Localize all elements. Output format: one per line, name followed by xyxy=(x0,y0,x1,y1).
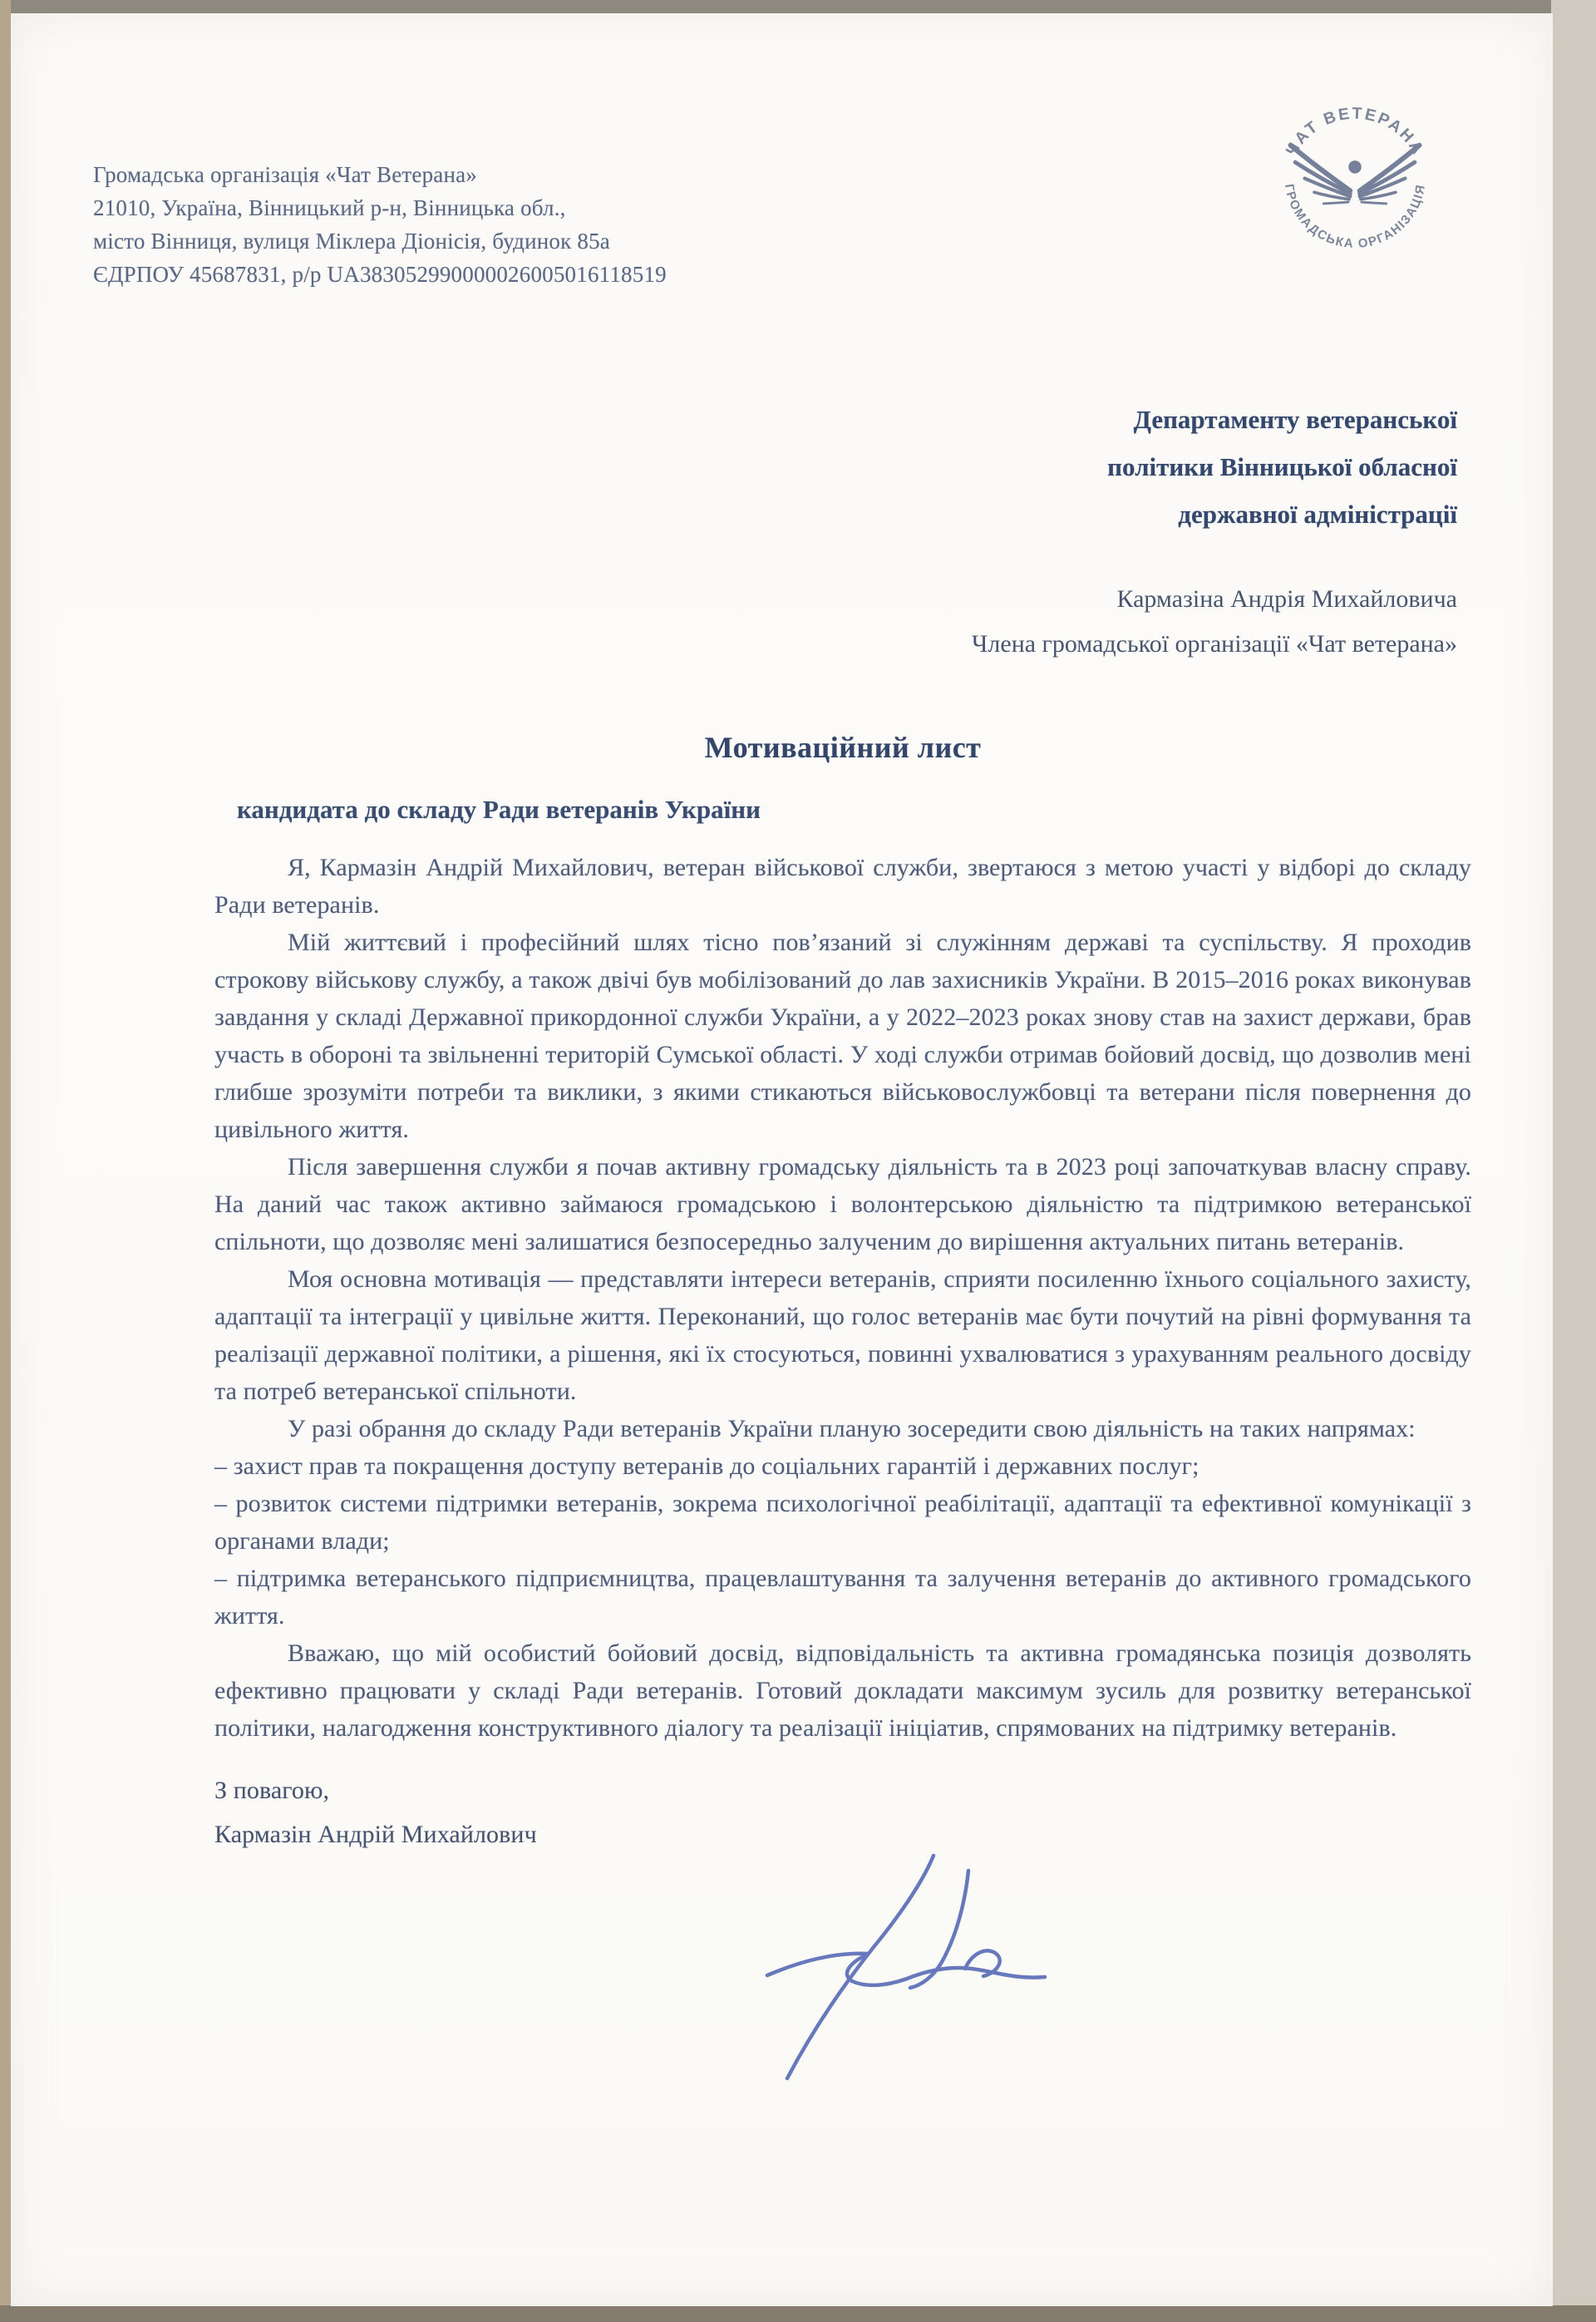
organization-logo-icon xyxy=(1260,86,1450,276)
scan-edge-right xyxy=(1551,0,1596,2322)
recipient-department-line: державної адміністрації xyxy=(1178,500,1457,529)
letterhead-address-line1: 21010, Україна, Вінницький р-н, Вінницька обл., xyxy=(93,195,566,220)
recipient-department-line: Департаменту ветеранської xyxy=(1133,405,1457,434)
recipient-department-line: політики Вінницької обласної xyxy=(1107,452,1457,481)
svg-text:ЧАТ ВЕТЕРАНА xyxy=(1283,105,1427,160)
letter-subtitle: кандидата до складу Ради ветеранів України xyxy=(237,795,761,824)
scan-edge-bottom xyxy=(0,2305,1596,2322)
closing-signer-name: Кармазін Андрій Михайлович xyxy=(214,1821,537,1848)
letterhead-address-line2: місто Вінниця, вулиця Міклера Діонісія, будинок 85а xyxy=(93,229,610,254)
closing-block xyxy=(214,1768,1471,1856)
handwritten-signature xyxy=(719,1852,1052,2102)
body-paragraph: У разі обрання до складу Ради ветеранів України планую зосередити свою діяльність на таких напрямах: xyxy=(288,1415,1416,1442)
svg-text:ГРОМАДСЬКА ОРГАНІЗАЦІЯ xyxy=(1282,183,1428,251)
letter-body xyxy=(214,849,1471,1856)
sender-name-line: Кармазіна Андрія Михайловича xyxy=(1116,585,1457,613)
body-bullet-paragraph: – захист прав та покращення доступу ветеранів до соціальних гарантій і державних послуг; xyxy=(214,1452,1199,1480)
body-bullet-paragraph: – розвиток системи підтримки ветеранів, зокрема психологічної реабілітації, адаптації та ефективної комунікації з органами влади; xyxy=(214,1490,1471,1555)
letterhead-block xyxy=(93,158,667,291)
body-bullet-paragraph: – підтримка ветеранського підприємництва, працевлаштування та залучення ветеранів до активного громадського життя. xyxy=(214,1565,1471,1629)
letterhead-org-name: Громадська організація «Чат Ветерана» xyxy=(93,162,478,187)
scan-edge-top xyxy=(0,0,1596,13)
sender-role-line: Члена громадської організації «Чат ветерана» xyxy=(971,630,1457,658)
recipient-block xyxy=(972,396,1457,667)
letter-page xyxy=(11,13,1553,2306)
scan-edge-left xyxy=(0,0,11,2322)
body-paragraph: Вважаю, що мій особистий бойовий досвід, відповідальність та активна громадянська позиція дозволять ефективно працювати у складі Ради ветеранів. Готовий докладати максимум зусиль для розвитку ветеранської політики, налагодження конструктивного діалогу та реалізації ініціатив, спрямованих на підтримку ветеранів. xyxy=(214,1639,1471,1742)
body-paragraph: Після завершення служби я почав активну громадську діяльність та в 2023 році започаткував власну справу. На даний час також активно займаюся громадською і волонтерською діяльністю та підтримкою ветеранської спільноти, що дозволяє мені залишатися безпосередньо залученим до вирішення актуальних питань ветеранів. xyxy=(214,1153,1471,1255)
closing-salutation: З повагою, xyxy=(214,1777,330,1804)
body-paragraph: Я, Кармазін Андрій Михайлович, ветеран військової служби, звертаюся з метою участі у відборі до складу Ради ветеранів. xyxy=(214,854,1471,919)
logo-top-arc-text: ЧАТ ВЕТЕРАНА xyxy=(1282,104,1428,160)
wings-figure-icon xyxy=(1290,145,1419,204)
body-paragraph: Моя основна мотивація — представляти інтереси ветеранів, сприяти посиленню їхнього соціального захисту, адаптації та інтеграції у цивільне життя. Переконаний, що голос ветеранів має бути почутий на рівні формування та реалізації державної політики, а рішення, які їх стосуються, повинні ухвалюватися з урахуванням реального досвіду та потреб ветеранської спільноти. xyxy=(214,1265,1471,1405)
body-paragraph: Мій життєвий і професійний шлях тісно пов’язаний зі служінням державі та суспільству. Я проходив строкову військову службу, а також двічі був мобілізований до лав захисників України. В 2015–2016 роках виконував завдання у складі Державної прикордонної служби України, а у 2022–2023 роках знову став на захист держави, брав участь в обороні та звільненні територій Сумської області. У ході служби отримав бойовий досвід, що дозволив мені глибше зрозуміти потреби та виклики, з якими стикаються військовослужбовці та ветерани після повернення до цивільного життя. xyxy=(214,929,1471,1143)
letter-title: Мотиваційний лист xyxy=(704,731,982,764)
logo-bottom-arc-text: ГРОМАДСЬКА ОРГАНІЗАЦІЯ xyxy=(1281,182,1429,252)
letterhead-registration: ЄДРПОУ 45687831, р/р UA383052990000026005016118519 xyxy=(93,262,667,287)
